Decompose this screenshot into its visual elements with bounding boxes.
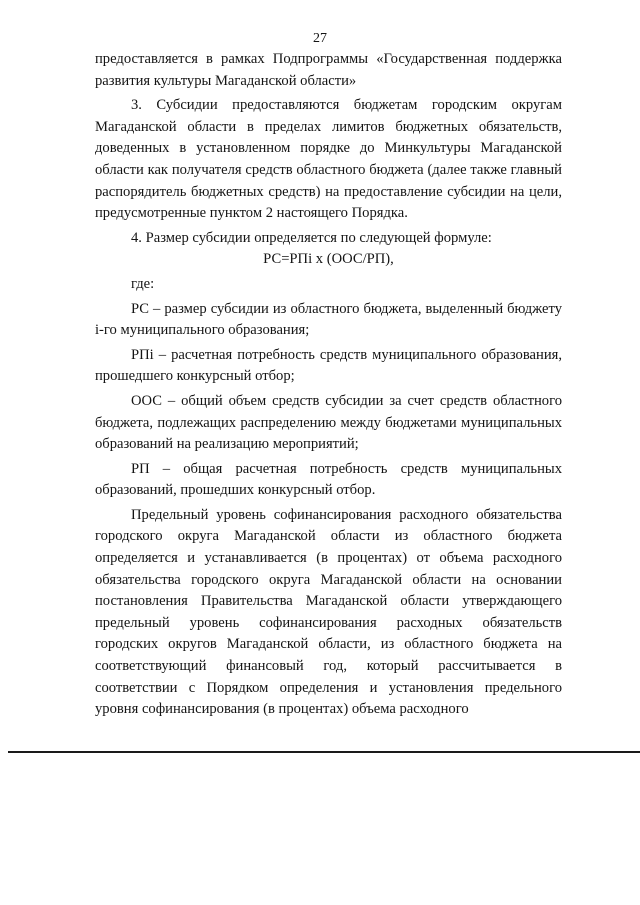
- definition-oos: ООС – общий объем средств субсидии за счет средств областного бюджета, подлежащих распределению между бюджетами муниципальных образований на реализацию мероприятий;: [95, 392, 562, 453]
- paragraph-cofinancing: Предельный уровень софинансирования расходного обязательства городского округа Магаданской области из областного бюджета определяется и устанавливается (в процентах) от объема расходного обязательства городского округа Магаданской области на основании постановления Правительства Магаданской области утверждающего предельный уровень софинансирования расходных обязательств городских округов Магаданской области, из областного бюджета на соответствующий финансовый год, который рассчитывается в соответствии с Порядком определения и установления предельного уровня софинансирования (в процентах) объема расходного: [95, 506, 562, 718]
- page-number: 27: [313, 31, 327, 46]
- formula: РС=РПі х (ООС/РП),: [263, 251, 394, 268]
- definition-rpi: РПi – расчетная потребность средств муниципального образования, прошедшего конкурсный отбор;: [95, 346, 562, 385]
- definition-rp: РП – общая расчетная потребность средств муниципальных образований, прошедших конкурсный отбор.: [95, 460, 562, 499]
- paragraph-item-4: 4. Размер субсидии определяется по следующей формуле:: [131, 229, 492, 246]
- definition-rs: РС – размер субсидии из областного бюджета, выделенный бюджету i-го муниципального образования;: [95, 300, 562, 339]
- paragraph-continuation: предоставляется в рамках Подпрограммы «Государственная поддержка развития культуры Магаданской области»: [95, 51, 562, 89]
- formula-where: где:: [131, 275, 155, 292]
- paragraph-item-3: 3. Субсидии предоставляются бюджетам городским округам Магаданской области в пределах лимитов бюджетных обязательств, доведенных в установленном порядке до Минкультуры Магаданской области как получателя средств областного бюджета (далее также главный распорядитель бюджетных средств) на предоставление субсидии на цели, предусмотренные пунктом 2 настоящего Порядка.: [95, 97, 562, 222]
- document-body: [95, 49, 562, 721]
- footer-divider: [8, 751, 640, 753]
